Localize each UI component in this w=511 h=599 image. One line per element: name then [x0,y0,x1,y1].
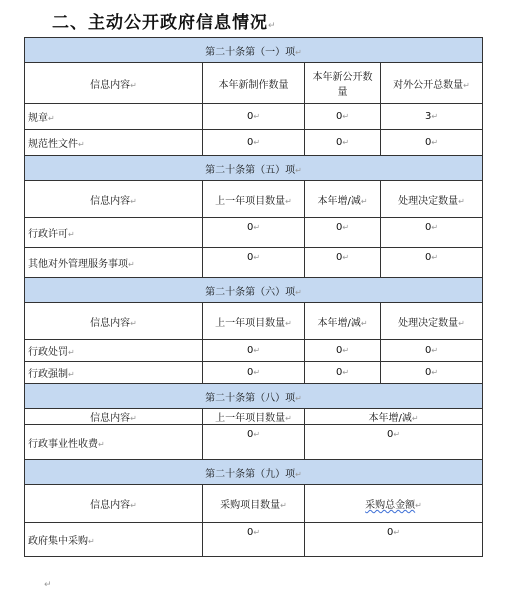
cell-value: 0↵ [305,130,381,156]
column-header: 上一年项目数量↵ [203,409,305,425]
cell-value: 0↵ [203,523,305,557]
section-header: 第二十条第（一）项↵ [25,38,483,63]
column-header: 信息内容↵ [25,485,203,523]
section-header: 第二十条第（八）项↵ [25,384,483,409]
cell-value: 0↵ [203,362,305,384]
column-header: 处理决定数量↵ [381,181,483,218]
row-label: 行政事业性收费↵ [25,425,203,460]
column-header-row [25,409,483,425]
section-header-row [25,156,483,181]
column-header-row [25,303,483,340]
row-label: 行政许可↵ [25,218,203,248]
column-header: 本年增/减↵ [305,181,381,218]
cell-value: 0↵ [381,218,483,248]
page-title: 二、主动公开政府信息情况↵ [52,13,277,33]
cell-value: 0↵ [305,218,381,248]
section-header: 第二十条第（五）项↵ [25,156,483,181]
column-header: 本年新制作数量 [203,63,305,104]
cell-value: 0↵ [203,425,305,460]
column-header: 对外公开总数量↵ [381,63,483,104]
column-header: 上一年项目数量↵ [203,303,305,340]
column-header: 采购项目数量↵ [203,485,305,523]
cell-value: 0↵ [381,340,483,362]
column-header-row [25,63,483,104]
section-header-row [25,38,483,63]
table-row [25,248,483,278]
section-header: 第二十条第（九）项↵ [25,460,483,485]
cell-value: 0↵ [305,248,381,278]
column-header: 采购总金额↵ [305,485,483,523]
row-label: 规范性文件↵ [25,130,203,156]
section-header: 第二十条第（六）项↵ [25,278,483,303]
column-header: 本年增/减↵ [305,409,483,425]
column-header: 信息内容↵ [25,63,203,104]
table-row [25,523,483,557]
row-label: 政府集中采购↵ [25,523,203,557]
section-header-row [25,384,483,409]
column-header: 本年增/减↵ [305,303,381,340]
section-header-row [25,460,483,485]
column-header: 处理决定数量↵ [381,303,483,340]
row-label: 规章↵ [25,104,203,130]
paragraph-mark: ↵ [44,580,52,590]
cell-value: 0↵ [381,362,483,384]
cell-value: 0↵ [381,248,483,278]
cell-value: 0↵ [381,130,483,156]
table-row [25,340,483,362]
cell-value: 0↵ [305,362,381,384]
cell-value: 0↵ [305,425,483,460]
cell-value: 0↵ [203,130,305,156]
table-row [25,104,483,130]
column-header-row [25,485,483,523]
cell-value: 0↵ [203,248,305,278]
section-header-row [25,278,483,303]
cell-value: 0↵ [203,340,305,362]
row-label: 行政强制↵ [25,362,203,384]
column-header: 本年新公开数量 [305,63,381,104]
cell-value: 0↵ [203,104,305,130]
table-row [25,425,483,460]
cell-value: 0↵ [305,340,381,362]
cell-value: 0↵ [305,523,483,557]
row-label: 其他对外管理服务事项↵ [25,248,203,278]
disclosure-table [24,37,483,557]
column-header: 信息内容↵ [25,409,203,425]
column-header: 上一年项目数量↵ [203,181,305,218]
row-label: 行政处罚↵ [25,340,203,362]
cell-value: 0↵ [305,104,381,130]
column-header-row [25,181,483,218]
table-row [25,130,483,156]
cell-value: 0↵ [203,218,305,248]
column-header: 信息内容↵ [25,181,203,218]
table-row [25,362,483,384]
table-row [25,218,483,248]
cell-value: 3↵ [381,104,483,130]
column-header: 信息内容↵ [25,303,203,340]
